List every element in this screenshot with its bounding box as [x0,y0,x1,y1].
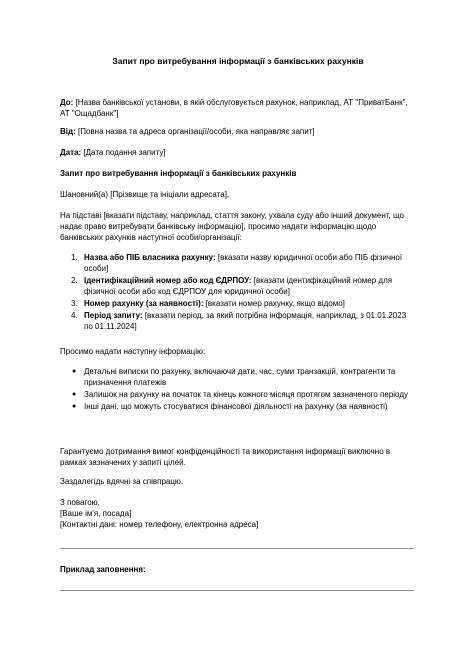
list-item: 4. Період запиту: [вказати період, за який потрібна інформація, наприклад, з 01.01.2023 по 01.11.2024] [71,311,407,331]
divider [60,590,414,591]
signature-closing: З повагою, [60,498,100,507]
to-label: До: [60,98,74,107]
intro-paragraph: На підставі [вказати підставу, наприклад, стаття закону, ухвала суду або інший документ, що надає право витребувати банківську інформацію], просимо надати інформацію щодо банківських рахунків наступної особи/організації: [60,211,404,242]
from-label: Від: [60,127,76,136]
subject-heading: Запит про витребування інформації з банківських рахунків [60,169,297,178]
list-item: 3. Номер рахунку (за наявності): [вказати номер рахунку, якщо відомо] [71,299,345,308]
list-item: ● Інші дані, що можуть стосуватися фінансової діяльності на рахунку (за наявності) [72,402,388,411]
divider [60,548,414,549]
to-field [60,97,416,119]
from-value: [Повна назва та адреса організації/особи, яка направляє запит] [75,127,315,136]
date-value: [Дата подання запиту] [81,148,166,157]
requested-info-list [60,366,416,413]
from-field [60,126,416,137]
signature-name: [Ваше ім'я, посада] [60,509,132,518]
confidentiality-paragraph: Гарантуємо дотримання вимог конфіденційності та використання інформації виключно в рамках зазначених у запиті цілей. [60,447,391,467]
greeting: Шановний(а) [Прізвище та ініціали адресата], [60,190,230,199]
bullet-icon: ● [72,403,77,410]
account-details-list [60,252,416,333]
to-value: [Назва банківської установи, в якій обслуговується рахунок, наприклад, АТ "ПриватБанк", АТ "Ощадбанк"] [60,98,408,118]
example-heading: Приклад заповнення: [60,565,146,574]
signature-block [60,497,416,530]
list-item: 2. Ідентифікаційний номер або код ЄДРПОУ: [вказати ідентифікаційний номер для фізичної особи або код ЄДРПОУ для юридичної особи] [71,276,393,296]
date-field [60,147,416,158]
list-item: ● Детальні виписки по рахунку, включаючи дати, час, суми транзакцій, контрагенти та призначення платежів [72,367,396,387]
bullet-icon: ● [72,391,77,398]
date-label: Дата: [60,148,82,157]
document-title: Запит про витребування інформації з банківських рахунків [112,56,364,66]
list-item: ● Залишок на рахунку на початок та кінець кожного місяця протягом зазначеного періоду [72,390,408,399]
bullet-icon: ● [72,368,77,375]
request-intro: Просимо надати наступну інформацію: [60,347,206,356]
thanks-line: Заздалегідь вдячні за співпрацю. [60,477,184,486]
list-item: 1. Назва або ПІБ власника рахунку: [вказати назву юридичної особи або ПІБ фізичної особи] [71,253,403,273]
signature-contacts: [Контактні дані: номер телефону, електронна адреса] [60,520,259,529]
